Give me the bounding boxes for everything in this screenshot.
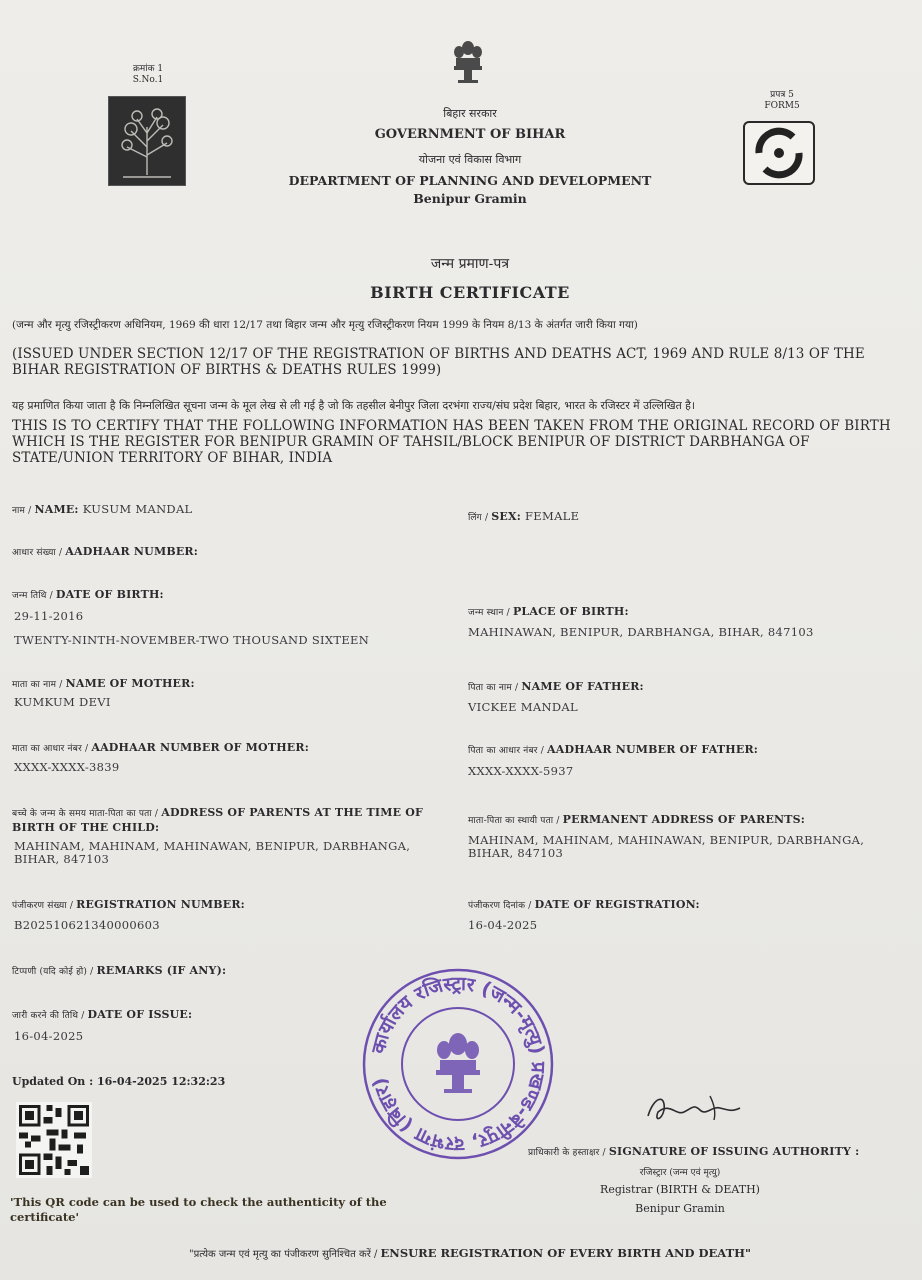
dob-label-text: DATE OF BIRTH: <box>55 588 164 601</box>
issue-date-value: 16-04-2025 <box>14 1029 84 1043</box>
father-hindi: पिता का नाम / <box>468 683 522 693</box>
remarks-label-text: REMARKS (IF ANY): <box>96 964 227 977</box>
govt-hindi: बिहार सरकार <box>443 107 497 120</box>
aadhaar-field <box>12 545 432 558</box>
remarks-hindi: टिप्पणी (यदि कोई हो) / <box>12 967 97 977</box>
qr-note: 'This QR code can be used to check the authenticity of the certificate' <box>10 1195 387 1224</box>
mother-hindi: माता का नाम / <box>12 680 66 690</box>
sex-label: SEX: <box>491 510 526 523</box>
qr-code-icon[interactable] <box>16 1102 92 1178</box>
registrar-hindi: रजिस्ट्रार (जन्म एवं मृत्यु) <box>639 1168 721 1178</box>
sno-hindi: क्रमांक 1 <box>132 64 164 74</box>
updated-on: Updated On : 16-04-2025 12:32:23 <box>12 1075 226 1088</box>
father-aadhaar-value: XXXX-XXXX-5937 <box>468 764 574 778</box>
birth-registration-logo-icon <box>743 121 815 185</box>
pob-label <box>468 605 908 618</box>
dept-title: DEPARTMENT OF PLANNING AND DEVELOPMENT <box>288 173 652 188</box>
sex-value: FEMALE <box>525 509 580 523</box>
pob-value: MAHINAWAN, BENIPUR, DARBHANGA, BIHAR, 847103 <box>468 625 814 639</box>
slogan <box>100 1246 840 1260</box>
certify-hindi: यह प्रमाणित किया जाता है कि निम्नलिखित सूचना जन्म के मूल लेख से ली गई है जो कि तहसील बेनीपुर जिला दरभंगा राज्य/संघ प्रदेश बिहार, भारत के रजिस्टर में उल्लिखित है। <box>12 399 696 412</box>
father-label-text: NAME OF FATHER: <box>521 680 644 693</box>
mother-aadhaar-label <box>12 741 452 754</box>
reg-date-label <box>468 898 908 911</box>
reg-date-value: 16-04-2025 <box>468 918 538 932</box>
address-birth-label <box>12 806 442 834</box>
name-label: NAME: <box>34 503 83 516</box>
name-hindi: नाम / <box>12 506 35 516</box>
father-aadhaar-label-text: AADHAAR NUMBER OF FATHER: <box>547 743 759 756</box>
slogan-en: ENSURE REGISTRATION OF EVERY BIRTH AND DEATH" <box>380 1246 751 1260</box>
issue-date-label <box>12 1008 312 1021</box>
reg-no-label-text: REGISTRATION NUMBER: <box>76 898 245 911</box>
father-aadhaar-hindi: पिता का आधार नंबर / <box>468 746 548 756</box>
issue-date-hindi: जारी करने की तिथि / <box>12 1011 88 1021</box>
father-aadhaar-label <box>468 743 908 756</box>
title-hindi: जन्म प्रमाण-पत्र <box>430 256 510 272</box>
national-emblem-icon <box>450 38 486 88</box>
dob-value: 29-11-2016 <box>14 609 84 623</box>
registrar-office: Benipur Gramin <box>635 1202 725 1215</box>
dob-words: TWENTY-NINTH-NOVEMBER-TWO THOUSAND SIXTEEN <box>14 633 370 647</box>
dob-hindi: जन्म तिथि / <box>12 591 56 601</box>
signature-label-text: SIGNATURE OF ISSUING AUTHORITY : <box>608 1145 860 1158</box>
signature-hindi: प्राधिकारी के हस्ताक्षर / <box>528 1148 609 1158</box>
reg-no-hindi: पंजीकरण संख्या / <box>12 901 77 911</box>
father-value: VICKEE MANDAL <box>468 700 578 714</box>
stamp-text: कार्यालय रजिस्ट्रार (जन्म-मृत्यु) प्रखण्ड-बेनीपुर, दरभंगा (बिहार) <box>367 972 550 1156</box>
office-name: Benipur Gramin <box>413 191 527 206</box>
form-hindi: प्रपत्र 5 <box>770 90 794 100</box>
father-label <box>468 680 908 693</box>
pob-hindi: जन्म स्थान / <box>468 608 513 618</box>
sex-field <box>468 509 888 523</box>
mother-label <box>12 677 432 690</box>
mother-aadhaar-value: XXXX-XXXX-3839 <box>14 760 120 774</box>
issued-under-hindi: (जन्म और मृत्यु रजिस्ट्रीकरण अधिनियम, 1969 की धारा 12/17 तथा बिहार जन्म और मृत्यु रजिस्ट्रीकरण नियम 1999 के नियम 8/13 के अंतर्गत जारी किया गया) <box>12 319 638 331</box>
registrar-office-stamp <box>360 966 556 1162</box>
signature-label <box>528 1145 918 1158</box>
mother-value: KUMKUM DEVI <box>14 695 111 709</box>
form-en: FORM5 <box>764 101 800 111</box>
reg-no-value: B202510621340000603 <box>14 918 160 932</box>
address-birth-label-text: ADDRESS OF PARENTS AT THE TIME OF BIRTH OF THE CHILD: <box>12 806 424 834</box>
mother-label-text: NAME OF MOTHER: <box>65 677 195 690</box>
pob-label-text: PLACE OF BIRTH: <box>512 605 629 618</box>
mother-aadhaar-label-text: AADHAAR NUMBER OF MOTHER: <box>91 741 309 754</box>
address-perm-value: MAHINAM, MAHINAM, MAHINAWAN, BENIPUR, DARBHANGA, BIHAR, 847103 <box>468 833 865 860</box>
name-value: KUSUM MANDAL <box>82 502 193 516</box>
address-perm-label <box>468 813 908 826</box>
reg-date-label-text: DATE OF REGISTRATION: <box>534 898 700 911</box>
address-birth-hindi: बच्चे के जन्म के समय माता-पिता का पता / <box>12 809 162 819</box>
reg-date-hindi: पंजीकरण दिनांक / <box>468 901 535 911</box>
address-birth-value: MAHINAM, MAHINAM, MAHINAWAN, BENIPUR, DARBHANGA, BIHAR, 847103 <box>14 839 411 866</box>
aadhaar-label: AADHAAR NUMBER: <box>65 545 199 558</box>
reg-no-label <box>12 898 452 911</box>
issue-date-label-text: DATE OF ISSUE: <box>87 1008 193 1021</box>
bihar-tree-logo-icon <box>108 96 186 186</box>
sno-en: S.No.1 <box>132 75 164 85</box>
name-field <box>12 502 432 516</box>
dob-label <box>12 588 432 601</box>
certify-en: THIS IS TO CERTIFY THAT THE FOLLOWING INFORMATION HAS BEEN TAKEN FROM THE ORIGINAL RECORD OF BIRTH WHICH IS THE REGISTER FOR BENIPUR GRAMIN OF TAHSIL/BLOCK BENIPUR OF DISTRICT DARBHANGA OF STATE/UNION TERRITORY OF BIHAR, INDIA <box>12 418 891 466</box>
dept-hindi: योजना एवं विकास विभाग <box>418 153 522 166</box>
issued-under-en: (ISSUED UNDER SECTION 12/17 OF THE REGISTRATION OF BIRTHS AND DEATHS ACT, 1969 AND RULE 8/13 OF THE BIHAR REGISTRATION OF BIRTHS & DEATHS RULES 1999) <box>12 346 865 378</box>
aadhaar-hindi: आधार संख्या / <box>12 548 66 558</box>
govt-title: GOVERNMENT OF BIHAR <box>374 127 566 142</box>
mother-aadhaar-hindi: माता का आधार नंबर / <box>12 744 92 754</box>
address-perm-hindi: माता-पिता का स्थायी पता / <box>468 816 563 826</box>
certificate-title: BIRTH CERTIFICATE <box>370 283 570 302</box>
address-perm-label-text: PERMANENT ADDRESS OF PARENTS: <box>562 813 806 826</box>
slogan-hindi: "प्रत्येक जन्म एवं मृत्यु का पंजीकरण सुनिश्चित करें / <box>189 1249 381 1260</box>
sex-hindi: लिंग / <box>468 513 492 523</box>
signature-scribble-icon <box>640 1086 750 1130</box>
registrar-title: Registrar (BIRTH & DEATH) <box>600 1183 760 1196</box>
